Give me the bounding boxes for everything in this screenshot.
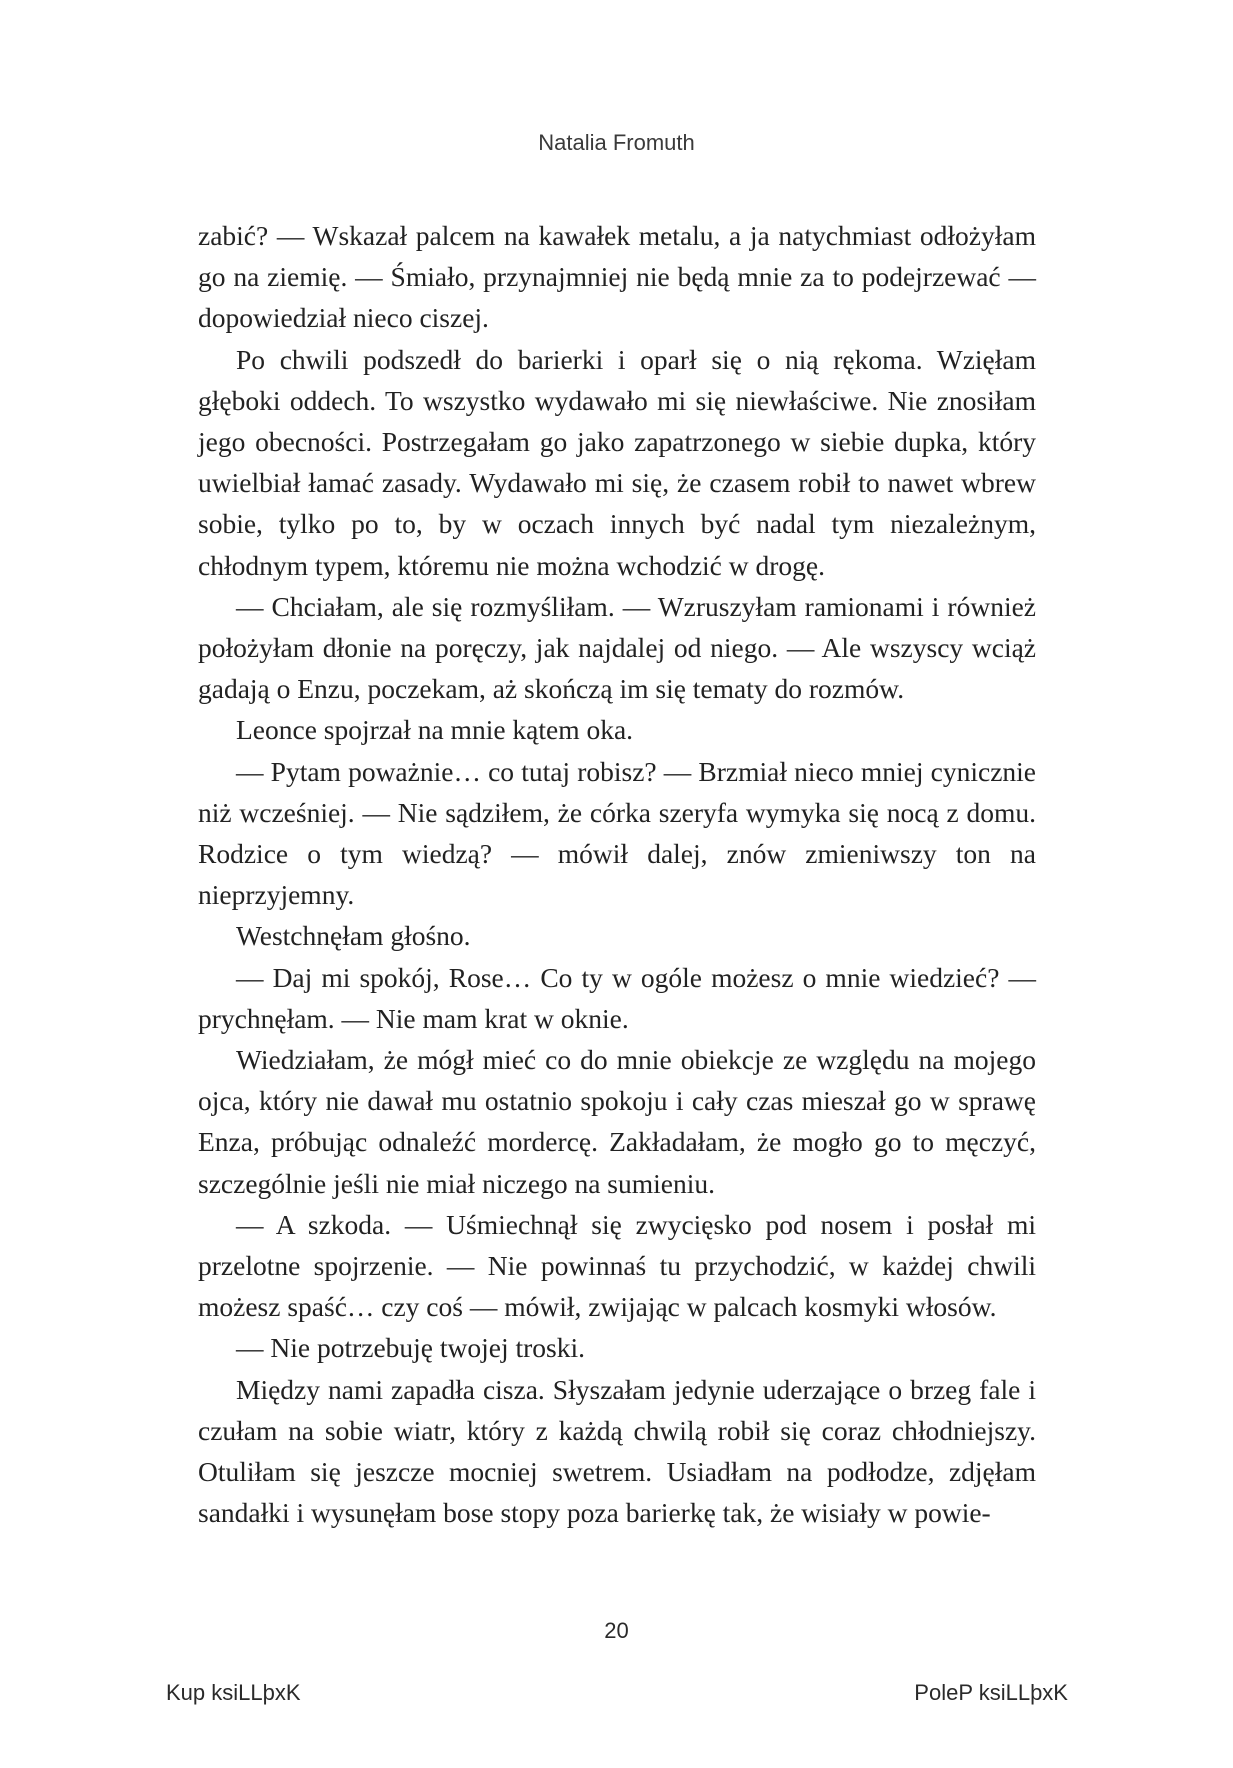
paragraph: Między nami zapadła cisza. Słyszałam jedynie uderzające o brzeg fale i czułam na sobie wiatr, który z każdą chwilą robił się coraz chłodniejszy. Otuliłam się jeszcze mocniej swetrem. Usiadłam na podłodze, zdjęłam sandałki i wysunęłam bose stopy poza barierkę tak, że wisiały w powie- (198, 1373, 1036, 1529)
paragraph: Wiedziałam, że mógł mieć co do mnie obiekcje ze względu na mojego ojca, który nie dawał mu ostatnio spokoju i cały czas mieszał go w sprawę Enza, próbując odnaleźć mordercę. Zakładałam, że mogło go to męczyć, szczególnie jeśli nie miał niczego na sumieniu. (198, 1044, 1036, 1199)
paragraph: Po chwili podszedł do barierki i oparł się o nią rękoma. Wzięłam głęboki oddech. To wszystko wydawało mi się niewłaściwe. Nie znosiłam jego obecności. Postrzegałam go jako zapatrzonego w siebie dupka, który uwielbiał łamać zasady. Wydawało mi się, że czasem robił to nawet wbrew sobie, tylko po to, by w oczach innych być nadal tym niezależnym, chłodnym typem, któremu nie można wchodzić w drogę. (198, 343, 1036, 581)
paragraph: Westchnęłam głośno. (236, 920, 471, 952)
paragraph: Leonce spojrzał na mnie kątem oka. (236, 714, 634, 746)
buy-book-link[interactable]: Kup ksiLLþxK (166, 1680, 301, 1705)
running-header-author: Natalia Fromuth (538, 130, 695, 155)
paragraph: — Daj mi spokój, Rose… Co ty w ogóle możesz o mnie wiedzieć? — prychnęłam. — Nie mam krat w oknie. (198, 961, 1036, 1034)
paragraph: zabić? — Wskazał palcem na kawałek metalu, a ja natychmiast odłożyłam go na ziemię. — Śmiało, przynajmniej nie będą mnie za to podejrzewać — dopowiedział nieco ciszej. (198, 220, 1036, 334)
paragraph: — Chciałam, ale się rozmyśliłam. — Wzruszyłam ramionami i również położyłam dłonie na poręczy, jak najdalej od niego. — Ale wszyscy wciąż gadają o Enzu, poczekam, aż skończą im się tematy do rozmów. (198, 590, 1036, 705)
recommend-book-link[interactable]: PoleP ksiLLþxK (914, 1680, 1068, 1705)
body-text (198, 215, 1036, 1534)
paragraph: — Pytam poważnie… co tutaj robisz? — Brzmiał nieco mniej cynicznie niż wcześniej. — Nie sądziłem, że córka szeryfa wymyka się nocą z domu. Rodzice o tym wiedzą? — mówił dalej, znów zmieniwszy ton na nieprzyjemny. (198, 755, 1036, 911)
paragraph: — Nie potrzebuję twojej troski. (236, 1332, 586, 1364)
page-number: 20 (604, 1618, 629, 1643)
paragraph: — A szkoda. — Uśmiechnął się zwycięsko pod nosem i posłał mi przelotne spojrzenie. — Nie powinnaś tu przychodzić, w każdej chwili możesz spaść… czy coś — mówił, zwijając w palcach kosmyki włosów. (198, 1208, 1036, 1323)
